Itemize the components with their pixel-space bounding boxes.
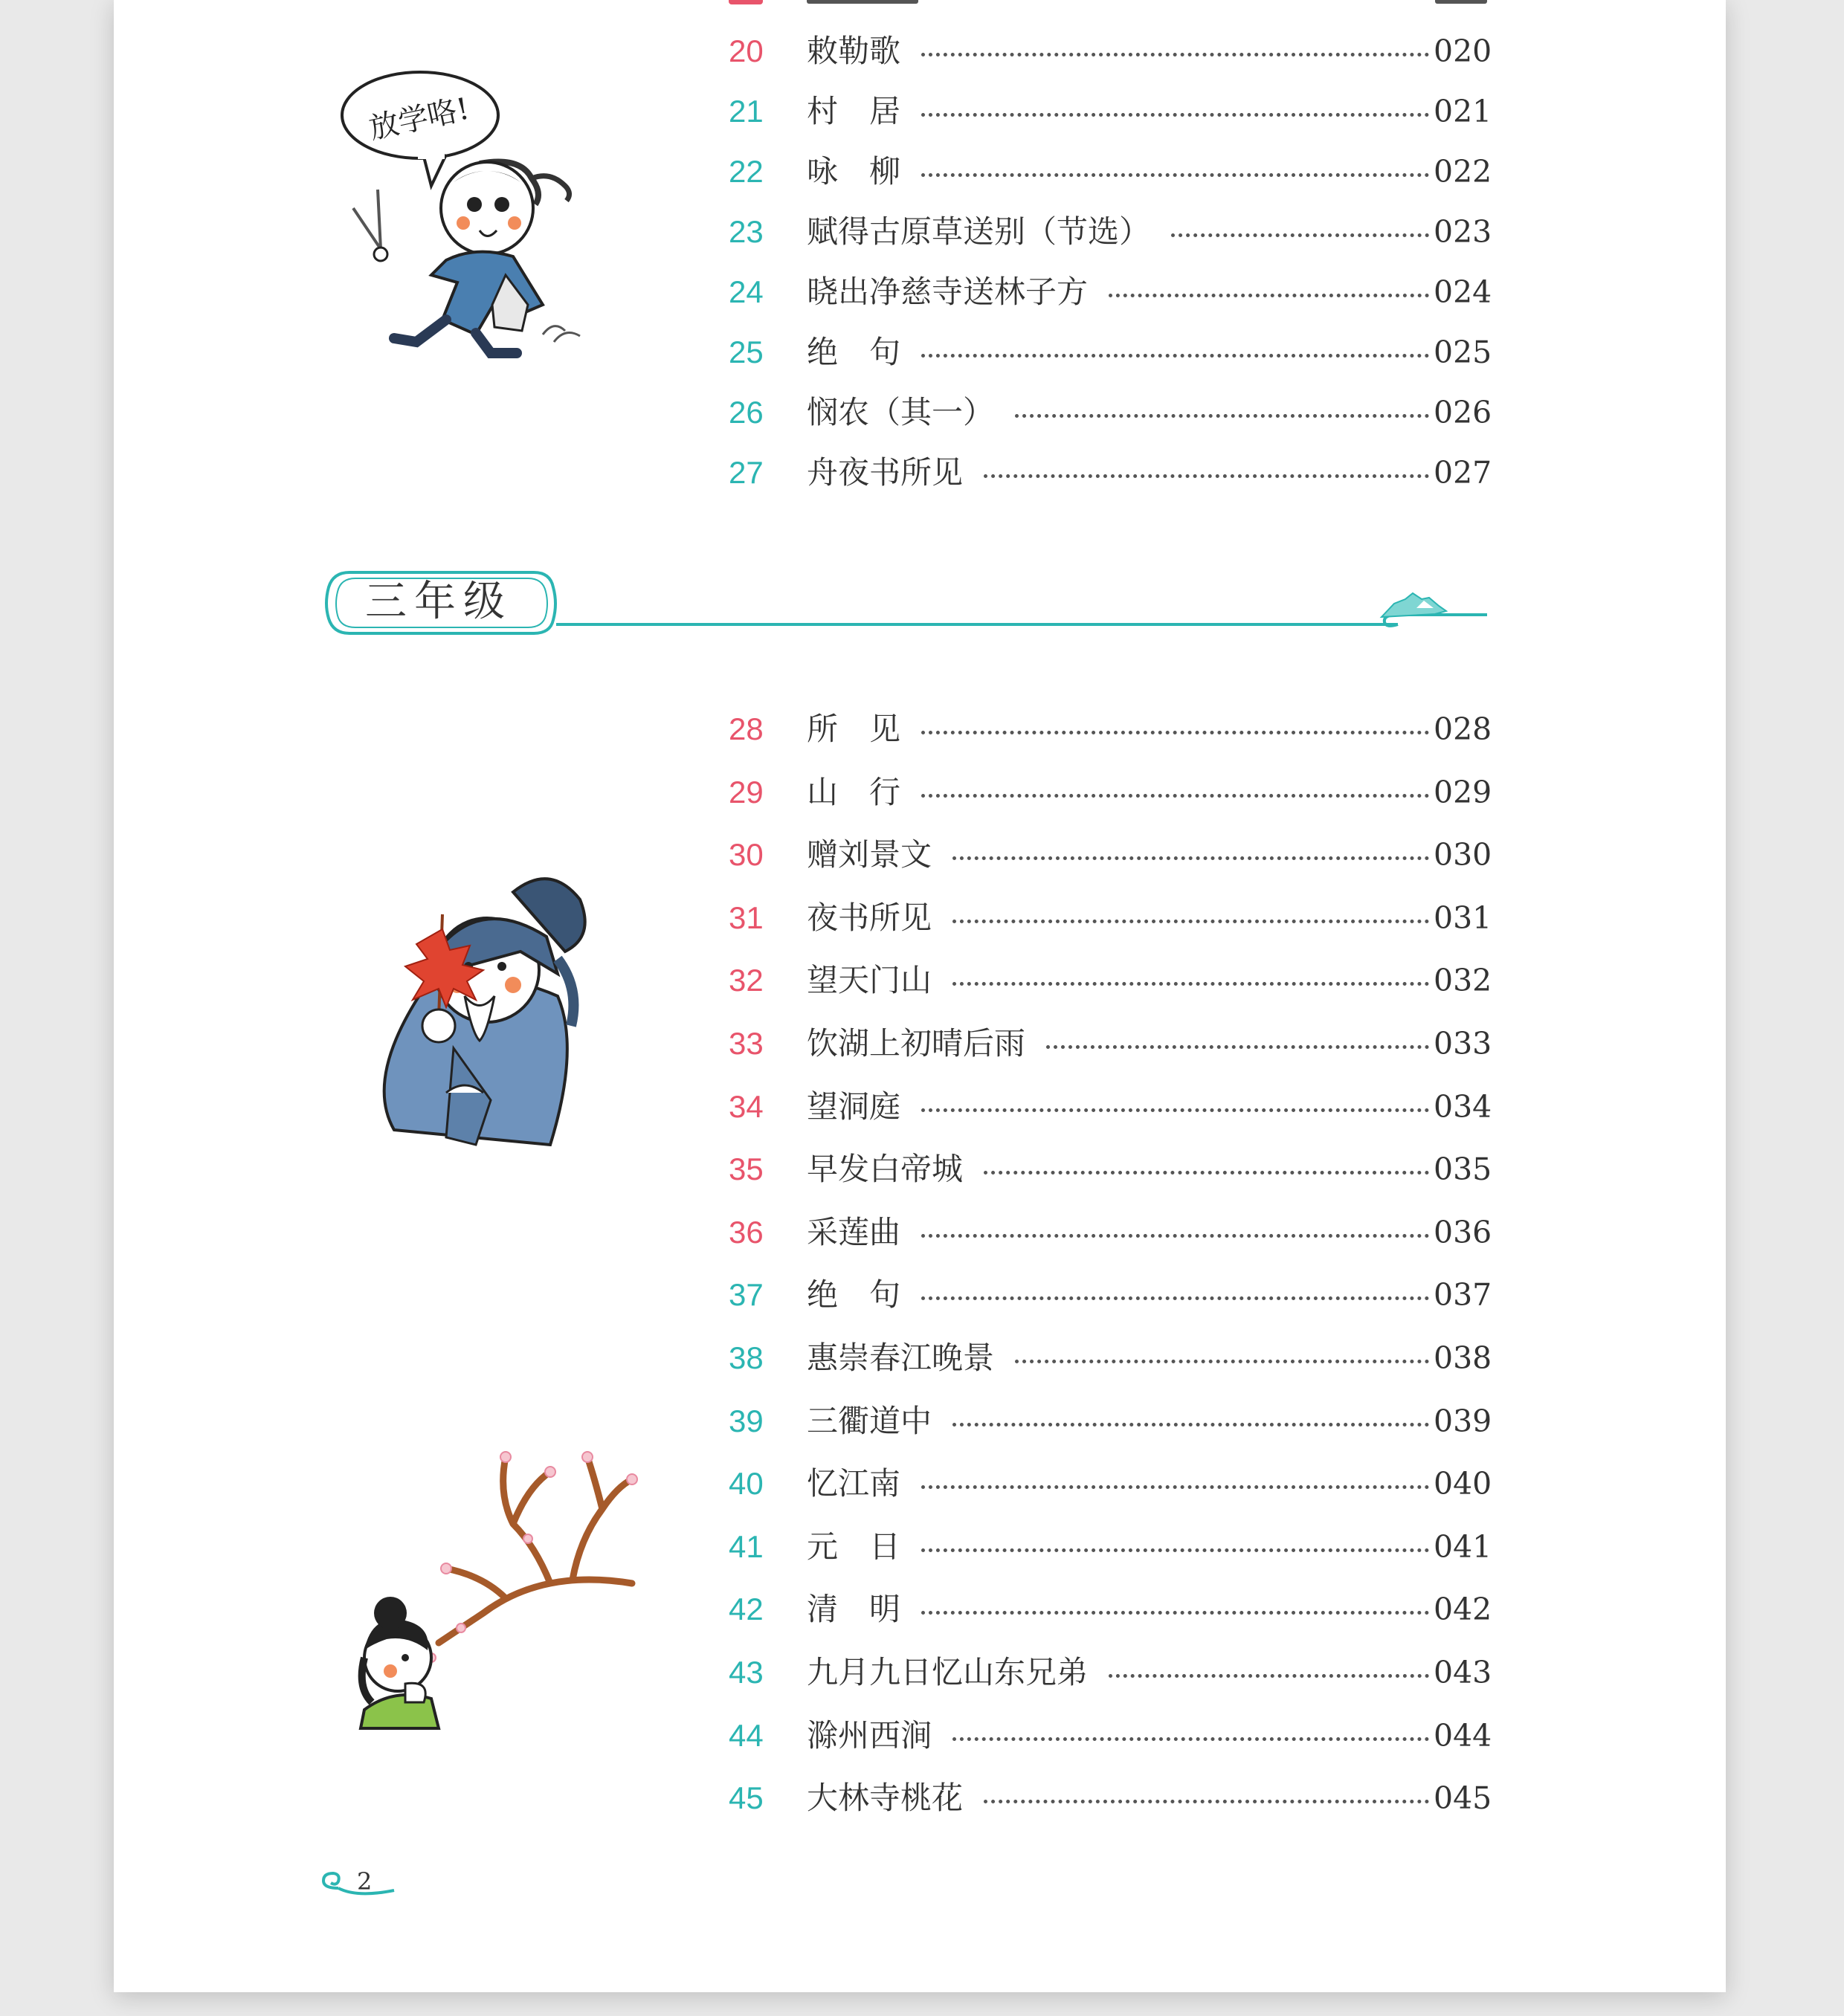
toc-page-number: 042: [1434, 1592, 1492, 1628]
toc-number: 43: [729, 1655, 764, 1690]
toc-leader-dots: [921, 1548, 1429, 1552]
toc-row[interactable]: [0, 1392, 1844, 1451]
toc-page-number: 033: [1434, 1026, 1492, 1062]
toc-page-number: 031: [1434, 899, 1492, 936]
toc-number: 23: [729, 214, 764, 249]
toc-row[interactable]: [0, 1077, 1844, 1137]
toc-leader-dots: [984, 1171, 1429, 1175]
toc-page-number: 026: [1434, 395, 1492, 430]
toc-number: 28: [729, 711, 764, 746]
toc-page-number: 024: [1434, 274, 1492, 310]
toc-leader-dots: [921, 1234, 1429, 1238]
toc-page-number: 036: [1434, 1214, 1492, 1250]
toc-page-number: 025: [1434, 335, 1492, 370]
toc-number: 39: [729, 1403, 764, 1438]
toc-leader-dots: [1046, 1045, 1429, 1049]
toc-title: 忆江南: [807, 1465, 901, 1502]
toc-leader-dots: [984, 1800, 1429, 1803]
toc-row[interactable]: [0, 1203, 1844, 1262]
toc-row[interactable]: [0, 1580, 1844, 1639]
toc-page-number: 032: [1434, 963, 1492, 999]
toc-number: 40: [729, 1466, 764, 1502]
toc-row[interactable]: [0, 1517, 1844, 1577]
toc-leader-dots: [952, 856, 1429, 860]
toc-number: 36: [729, 1214, 764, 1250]
page-number: 2: [357, 1867, 373, 1896]
toc-row[interactable]: [0, 1643, 1844, 1702]
toc-page-number: 038: [1434, 1340, 1492, 1376]
toc-page-number: 029: [1434, 774, 1492, 810]
toc-row[interactable]: [0, 825, 1844, 885]
toc-title: 山 行: [807, 773, 901, 810]
toc-page-number: 022: [1434, 154, 1492, 190]
toc-page-number: 041: [1434, 1528, 1492, 1565]
toc-number: 21: [729, 94, 764, 129]
toc-page-number: 039: [1434, 1403, 1492, 1439]
toc-number: 34: [729, 1088, 764, 1124]
toc-number: 41: [729, 1528, 764, 1564]
toc-number: 35: [729, 1151, 764, 1187]
toc-page-number: 028: [1434, 711, 1492, 747]
toc-title: 惠崇春江晚景: [807, 1340, 995, 1376]
toc-page-number: 043: [1434, 1655, 1492, 1690]
toc-row[interactable]: [0, 1454, 1844, 1513]
toc-title: 悯农（其一）: [807, 394, 995, 430]
toc-title: 赋得古原草送别（节选）: [807, 213, 1151, 250]
speech-bubble-text: 放学咯!: [366, 91, 473, 146]
toc-title: 舟夜书所见: [807, 454, 964, 491]
toc-number: 44: [729, 1717, 764, 1753]
toc-leader-dots: [921, 1485, 1429, 1489]
toc-leader-dots: [921, 794, 1429, 798]
section-header-decoration: [0, 0, 1844, 669]
toc-number: 24: [729, 274, 764, 309]
toc-page-number: 044: [1434, 1717, 1492, 1754]
toc-page-number: 023: [1434, 214, 1492, 250]
toc-page-number: 027: [1434, 455, 1492, 491]
toc-title: 滁州西涧: [807, 1716, 932, 1754]
toc-title: 绝 句: [807, 334, 901, 370]
toc-title: 早发白帝城: [807, 1151, 964, 1188]
toc-leader-dots: [921, 1108, 1429, 1112]
toc-number: 20: [729, 33, 764, 68]
toc-leader-dots: [952, 982, 1429, 986]
toc-number: 25: [729, 335, 764, 369]
toc-page-number: 020: [1434, 33, 1492, 69]
toc-number: 32: [729, 963, 764, 998]
toc-title: 采莲曲: [807, 1213, 901, 1250]
toc-number: 29: [729, 774, 764, 810]
toc-row[interactable]: [0, 1014, 1844, 1073]
toc-number: 37: [729, 1277, 764, 1313]
toc-number: 30: [729, 837, 764, 873]
toc-leader-dots: [952, 920, 1429, 923]
scholar-maple-leaf-illustration: [335, 855, 647, 1167]
toc-title: 大林寺桃花: [807, 1780, 964, 1817]
toc-title: 村 居: [807, 93, 901, 129]
toc-title: 敕勒歌: [807, 33, 901, 69]
toc-row[interactable]: [0, 1706, 1844, 1765]
toc-row[interactable]: [0, 1265, 1844, 1325]
toc-title: 咏 柳: [807, 153, 901, 190]
toc-row[interactable]: [0, 1768, 1844, 1828]
toc-title: 饮湖上初晴后雨: [807, 1025, 1026, 1062]
toc-page-number: 021: [1434, 94, 1492, 129]
toc-number: 27: [729, 455, 764, 490]
toc-leader-dots: [1015, 1360, 1429, 1363]
toc-row[interactable]: [0, 700, 1844, 759]
toc-number: 31: [729, 899, 764, 935]
toc-title: 所 见: [807, 711, 901, 747]
toc-row[interactable]: [0, 951, 1844, 1010]
toc-leader-dots: [952, 1737, 1429, 1741]
toc-leader-dots: [921, 1611, 1429, 1615]
toc-number: 26: [729, 395, 764, 430]
toc-row[interactable]: [0, 1140, 1844, 1199]
toc-row[interactable]: [0, 1328, 1844, 1388]
toc-leader-dots: [952, 1423, 1429, 1427]
toc-number: 22: [729, 154, 764, 189]
toc-title: 九月九日忆山东兄弟: [807, 1654, 1089, 1690]
toc-page-number: 045: [1434, 1780, 1492, 1817]
toc-leader-dots: [1109, 1674, 1429, 1678]
toc-leader-dots: [921, 731, 1429, 734]
toc-title: 绝 句: [807, 1276, 901, 1314]
section-title: 三年级: [365, 578, 512, 626]
toc-title: 三衢道中: [807, 1402, 932, 1439]
toc-title: 赠刘景文: [807, 836, 932, 873]
toc-page-number: 030: [1434, 837, 1492, 873]
toc-title: 清 明: [807, 1591, 901, 1628]
toc-page-number: 034: [1434, 1088, 1492, 1125]
toc-page-number: 035: [1434, 1151, 1492, 1188]
toc-title: 元 日: [807, 1528, 901, 1565]
toc-number: 38: [729, 1340, 764, 1375]
child-peach-blossom-illustration: [335, 1435, 647, 1747]
toc-page-number: 040: [1434, 1466, 1492, 1502]
toc-title: 望天门山: [807, 962, 932, 999]
toc-title: 晓出净慈寺送林子方: [807, 274, 1089, 310]
toc-leader-dots: [921, 1296, 1429, 1300]
toc-page-number: 037: [1434, 1277, 1492, 1314]
toc-number: 42: [729, 1592, 764, 1627]
toc-row[interactable]: [0, 888, 1844, 948]
toc-number: 33: [729, 1026, 764, 1061]
toc-number: 45: [729, 1780, 764, 1816]
toc-title: 夜书所见: [807, 899, 932, 936]
toc-title: 望洞庭: [807, 1088, 901, 1125]
toc-row[interactable]: [0, 763, 1844, 822]
